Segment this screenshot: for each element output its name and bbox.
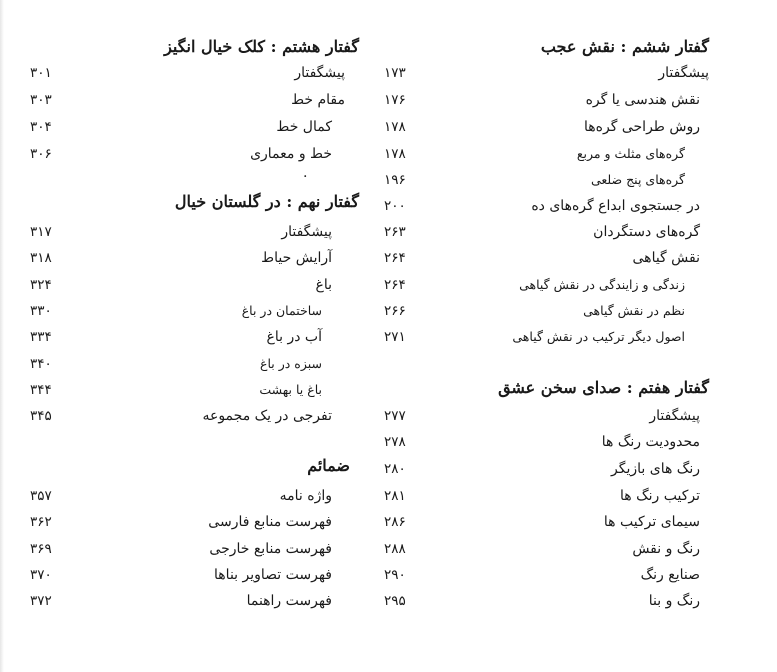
toc-entry-title: در جستجوی ابداع گره‌های ده (531, 198, 700, 214)
toc-entry-title: پیشگفتار (281, 224, 332, 240)
chapter-6-heading: گفتار ششم : نقش عجب (540, 37, 709, 56)
toc-page-number: ۳۷۰ (30, 567, 52, 583)
chapter-9-heading: گفتار نهم : در گلستان خیال (174, 192, 359, 211)
toc-page-number: ۳۶۹ (30, 541, 52, 557)
toc-entry-title: اصول دیگر ترکیب در نقش گیاهی (512, 329, 685, 344)
toc-entry-title: واژه نامه (279, 488, 332, 504)
toc-page-number: ۳۳۰ (30, 303, 52, 319)
toc-entry-title: ترکیب رنگ ها (620, 488, 700, 504)
toc-entry-title: مقام خط (291, 92, 345, 108)
toc-page-number: ۳۰۴ (30, 119, 52, 135)
toc-page-number: ۱۷۸ (384, 146, 406, 162)
toc-entry-title: گره‌های پنج ضلعی (590, 172, 685, 187)
chapter-7-heading: گفتار هفتم : صدای سخن عشق (498, 378, 709, 397)
toc-page-number: ۱۹۶ (384, 172, 406, 188)
toc-page-number: ۳۲۴ (30, 277, 52, 293)
toc-entry-title: محدودیت رنگ ها (601, 434, 700, 450)
toc-entry-title: پیشگفتار (658, 65, 709, 81)
toc-page-number: ۱۷۶ (384, 92, 406, 108)
toc-page-number: ۳۶۲ (30, 514, 52, 530)
toc-entry-title: رنگ و نقش (632, 541, 700, 557)
toc-page-number: ۲۷۷ (384, 408, 406, 424)
toc-page-number: ۲۹۰ (384, 567, 406, 583)
toc-page-number: ۳۳۴ (30, 329, 52, 345)
toc-page-number: ۲۶۴ (384, 250, 406, 266)
toc-page-number: ۲۶۳ (384, 224, 406, 240)
toc-page-number: ۲۶۴ (384, 277, 406, 293)
toc-page-number: ۳۱۷ (30, 224, 52, 240)
toc-entry-title: پیشگفتار (294, 65, 345, 81)
toc-entry-title: باغ یا بهشت (259, 382, 322, 397)
chapter-8-heading: گفتار هشتم : کلک خیال انگیز (164, 37, 359, 56)
toc-page-number: ۲۸۰ (384, 461, 406, 477)
toc-page-number: ۳۵۷ (30, 488, 52, 504)
toc-page-number: ۳۰۳ (30, 92, 52, 108)
toc-entry-title: سبزه در باغ (260, 356, 322, 371)
toc-entry-title: گره‌های دستگردان (593, 224, 700, 240)
toc-page-number: ۱۷۸ (384, 119, 406, 135)
toc-page-number: ۳۱۸ (30, 250, 52, 266)
toc-entry-title: تفرجی در یک مجموعه (202, 408, 332, 424)
toc-page-number: ۲۶۶ (384, 303, 406, 319)
toc-entry-title: خط و معماری (250, 146, 332, 162)
toc-entry-title: پیشگفتار (649, 408, 700, 424)
toc-entry-title: رنگ و بنا (648, 593, 700, 609)
toc-page-number: ۲۰۰ (384, 198, 406, 214)
toc-entry-title: کمال خط (276, 119, 332, 135)
toc-page-number: ۳۰۶ (30, 146, 52, 162)
toc-entry-title: روش طراحی گره‌ها (584, 119, 700, 135)
toc-entry-title: فهرست منابع خارجی (209, 541, 332, 557)
toc-entry-title: نظم در نقش گیاهی (583, 303, 685, 318)
appendices-heading: ضمائم (307, 456, 350, 475)
toc-page-number: ۲۸۶ (384, 514, 406, 530)
toc-entry-title: سیمای ترکیب ها (603, 514, 700, 530)
toc-entry-title: ساختمان در باغ (241, 303, 322, 318)
toc-page-number: ۱۷۳ (384, 65, 406, 81)
stray-mark: . (303, 165, 308, 181)
toc-entry-title: فهرست منابع فارسی (208, 514, 332, 530)
toc-entry-title: باغ (315, 277, 332, 293)
toc-entry-title: فهرست راهنما (246, 593, 332, 609)
toc-page-number: ۲۹۵ (384, 593, 406, 609)
toc-page-number: ۳۴۵ (30, 408, 52, 424)
toc-page-number: ۲۸۸ (384, 541, 406, 557)
toc-page-number: ۳۰۱ (30, 65, 52, 81)
toc-page-number: ۲۸۱ (384, 488, 406, 504)
toc-page-number: ۳۴۰ (30, 356, 52, 372)
page-edge-shadow (0, 0, 4, 672)
toc-entry-title: صنایع رنگ (640, 567, 700, 583)
toc-entry-title: زندگی و زایندگی در نقش گیاهی (519, 277, 685, 292)
toc-entry-title: گره‌های مثلث و مربع (576, 146, 685, 161)
toc-page-number: ۲۷۸ (384, 434, 406, 450)
toc-entry-title: فهرست تصاویر بناها (214, 567, 332, 583)
toc-page-number: ۲۷۱ (384, 329, 406, 345)
toc-page-number: ۳۷۲ (30, 593, 52, 609)
toc-entry-title: نقش گیاهی (632, 250, 700, 266)
toc-entry-title: آب در باغ (266, 329, 322, 345)
toc-entry-title: نقش هندسی یا گره (585, 92, 700, 108)
toc-entry-title: آرایش حیاط (261, 250, 332, 266)
toc-page-number: ۳۴۴ (30, 382, 52, 398)
toc-entry-title: رنگ های بازیگر (611, 461, 700, 477)
